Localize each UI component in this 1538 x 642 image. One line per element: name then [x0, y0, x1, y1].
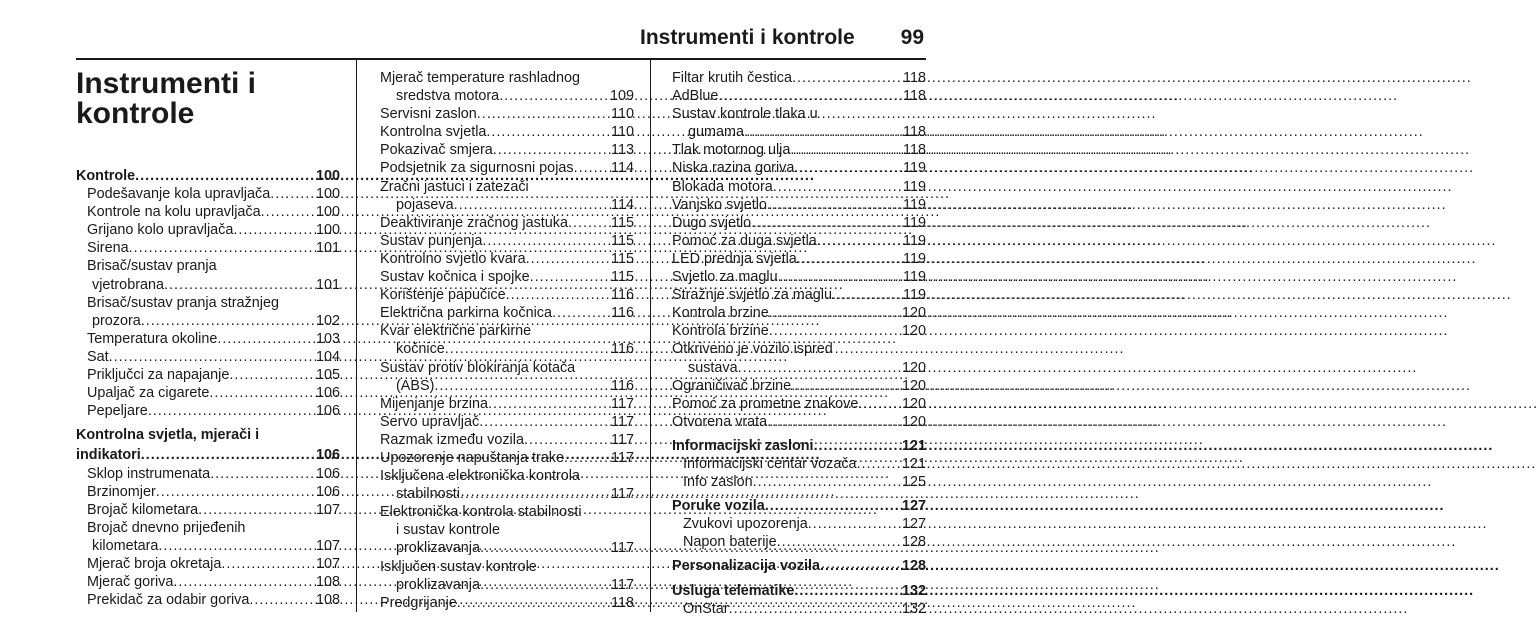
toc-entry[interactable]: [672, 455, 926, 473]
dot-leader: [457, 594, 610, 612]
toc-entry[interactable]: [76, 483, 340, 501]
toc-entry[interactable]: [672, 473, 926, 491]
toc-entry[interactable]: [76, 402, 340, 420]
toc-entry-title: Predgrijanje: [380, 594, 457, 611]
toc-entry[interactable]: [380, 196, 634, 214]
toc-entry-title: Kontrolno svjetlo kvara: [380, 250, 526, 267]
toc-entry-page: 118: [903, 70, 926, 86]
toc-entry[interactable]: [380, 232, 634, 250]
toc-entry[interactable]: [76, 465, 340, 483]
dot-leader: [480, 576, 610, 594]
toc-entry[interactable]: [672, 395, 926, 413]
dot-leader: [797, 250, 902, 268]
toc-entry-title: AdBlue: [672, 88, 719, 105]
toc-entry-page: 117: [611, 449, 634, 466]
toc-entry-title: Napon baterije: [683, 534, 777, 551]
toc-entry[interactable]: [380, 377, 634, 395]
toc-entry[interactable]: [76, 330, 340, 348]
dot-leader: [261, 203, 315, 221]
toc-entry-line[interactable]: i sustav kontrole: [396, 522, 500, 539]
toc-entry-page: 132: [901, 582, 926, 599]
toc-entry[interactable]: [672, 533, 926, 551]
toc-entry-page: 119: [903, 269, 926, 286]
toc-entry-page: 115: [611, 232, 634, 249]
toc-entry[interactable]: [672, 413, 926, 431]
dot-leader: [753, 473, 901, 491]
toc-entry-title: Kontrola brzine: [672, 305, 769, 322]
toc-entry-page: 120: [901, 395, 926, 412]
dot-leader: [141, 446, 315, 464]
toc-entry[interactable]: [672, 304, 926, 322]
dot-leader: [808, 515, 901, 533]
toc-entry[interactable]: [76, 537, 340, 555]
dot-leader: [210, 465, 315, 483]
toc-entry-title: Kontrolna svjetla: [380, 124, 487, 141]
toc-entry[interactable]: [380, 286, 634, 304]
dot-leader: [526, 250, 610, 268]
toc-section-entry[interactable]: [672, 582, 926, 600]
dot-leader: [814, 437, 901, 455]
toc-entry-title: Mjerač goriva: [87, 574, 174, 591]
toc-entry[interactable]: [672, 250, 926, 268]
toc-entry[interactable]: [672, 268, 926, 286]
toc-entry-page: 127: [901, 516, 926, 533]
toc-entry-page: 100: [315, 168, 340, 184]
toc-entry-page: 117: [611, 540, 634, 557]
toc-entry-title: prozora: [92, 312, 141, 329]
dot-leader: [493, 141, 610, 159]
toc-entry[interactable]: [672, 141, 926, 159]
toc-entry-page: 127: [901, 498, 926, 515]
toc-entry-title: Korištenje papučice: [380, 287, 506, 304]
toc-entry-page: 107: [315, 537, 340, 554]
dot-leader: [477, 105, 610, 123]
toc-entry-line[interactable]: Sustav protiv blokiranja kotača: [380, 359, 576, 376]
toc-entry[interactable]: [380, 449, 634, 467]
dot-leader: [135, 167, 315, 185]
dot-leader: [479, 413, 610, 431]
dot-leader: [794, 159, 902, 177]
toc-entry-page: 128: [901, 558, 926, 575]
toc-entry[interactable]: [672, 515, 926, 533]
toc-entry-title: Niska razina goriva: [672, 160, 795, 177]
toc-entry-page: 118: [611, 594, 634, 611]
toc-entry-title: Sat: [87, 348, 109, 365]
toc-entry-page: 115: [611, 214, 634, 231]
dot-leader: [229, 366, 315, 384]
toc-entry[interactable]: [76, 185, 340, 203]
dot-leader: [738, 359, 901, 377]
toc-entry-page: 119: [903, 160, 926, 177]
dot-leader: [480, 539, 610, 557]
toc-entry-page: 105: [315, 367, 340, 384]
toc-entry-page: 132: [901, 600, 926, 617]
toc-entry-page: 118: [903, 88, 926, 105]
toc-entry-page: 101: [315, 276, 340, 293]
toc-entry[interactable]: [76, 348, 340, 366]
toc-entry-title: Vanjsko svjetlo: [672, 196, 767, 213]
toc-entry-page: 108: [315, 574, 340, 591]
toc-entry[interactable]: [380, 214, 634, 232]
dot-leader: [482, 232, 610, 250]
toc-entry-title: Priključci za napajanje: [87, 367, 230, 384]
toc-entry-page: 116: [611, 287, 634, 304]
toc-entry-title: Brojač kilometara: [87, 501, 199, 518]
dot-leader: [217, 330, 315, 348]
dot-leader: [858, 395, 901, 413]
toc-entry-page: 117: [611, 486, 634, 503]
toc-entry-page: 103: [315, 330, 340, 347]
dot-leader: [499, 87, 609, 105]
toc-entry[interactable]: [380, 431, 634, 449]
toc-entry-title: gumama: [688, 124, 744, 141]
dot-leader: [744, 123, 902, 141]
toc-entry[interactable]: [672, 123, 926, 141]
toc-entry-page: 119: [903, 196, 926, 213]
toc-entry-title: Mjerač broja okretaja: [87, 555, 222, 572]
toc-entry-title: Stražnje svjetlo za maglu: [672, 287, 832, 304]
dot-leader: [270, 185, 315, 203]
toc-entry-page: 120: [901, 323, 926, 340]
dot-leader: [857, 455, 901, 473]
toc-entry[interactable]: [76, 312, 340, 330]
dot-leader: [445, 340, 610, 358]
toc-entry-page: 106: [315, 465, 340, 482]
toc-entry-page: 119: [903, 214, 926, 231]
toc-entry-title: proklizavanja: [396, 540, 480, 557]
toc-entry-page: 121: [901, 437, 926, 454]
dot-leader: [506, 286, 610, 304]
toc-entry-title: Servisni zaslon: [380, 106, 477, 123]
toc-entry[interactable]: [76, 384, 340, 402]
dot-leader: [751, 214, 902, 232]
toc-entry-page: 118: [903, 142, 926, 159]
toc-entry[interactable]: [76, 221, 340, 239]
dot-leader: [141, 312, 315, 330]
toc-entry[interactable]: [380, 250, 634, 268]
dot-leader: [198, 501, 315, 519]
dot-leader: [791, 377, 901, 395]
dot-leader: [109, 348, 315, 366]
toc-entry-page: 121: [901, 455, 926, 472]
toc-entry-title: Otvorena vrata: [672, 413, 768, 430]
toc-entry-page: 119: [903, 178, 926, 195]
toc-entry-title: Informacijski centar vozača: [683, 455, 857, 472]
toc-entry[interactable]: [380, 576, 634, 594]
toc-entry-title: Brzinomjer: [87, 483, 156, 500]
toc-entry[interactable]: [672, 87, 926, 105]
toc-entry-page: 117: [611, 431, 634, 448]
toc-entry-title: (ABS): [396, 377, 435, 394]
toc-entry-title: stabilnosti: [396, 486, 460, 503]
toc-entry-page: 106: [315, 403, 340, 420]
toc-entry[interactable]: [380, 395, 634, 413]
toc-entry-title: Deaktiviranje zračnog jastuka: [380, 214, 568, 231]
dot-leader: [564, 449, 610, 467]
toc-entry[interactable]: [672, 214, 926, 232]
dot-leader: [221, 555, 315, 573]
toc-entry-title: pojaseva: [396, 196, 454, 213]
dot-leader: [209, 384, 315, 402]
toc-entry-title: proklizavanja: [396, 576, 480, 593]
toc-column-2: [380, 60, 634, 612]
toc-entry-line[interactable]: Brisač/sustav pranja: [87, 258, 217, 275]
toc-entry-page: 119: [903, 232, 926, 249]
toc-entry-page: 101: [315, 240, 340, 257]
toc-entry-page: 104: [315, 348, 340, 365]
chapter-title-line: kontrole: [76, 97, 195, 130]
toc-entry-page: 117: [611, 413, 634, 430]
dot-leader: [488, 395, 610, 413]
dot-leader: [778, 268, 902, 286]
dot-leader: [792, 69, 902, 87]
dot-leader: [486, 123, 610, 141]
toc-column-1: [76, 60, 340, 609]
toc-section-entry[interactable]: [672, 557, 926, 575]
toc-entry[interactable]: [76, 239, 340, 257]
dot-leader: [769, 304, 901, 322]
toc-entry[interactable]: [672, 286, 926, 304]
toc-entry[interactable]: [672, 359, 926, 377]
toc-entry-title: Kontrole: [76, 168, 136, 184]
toc-entry[interactable]: [672, 377, 926, 395]
dot-leader: [817, 232, 902, 250]
dot-leader: [767, 413, 901, 431]
dot-leader: [434, 377, 610, 395]
toc-entry[interactable]: [380, 594, 634, 612]
dot-leader: [773, 178, 902, 196]
toc-entry-title: Personalizacija vozila: [672, 558, 820, 575]
toc-entry-title: Prekidač za odabir goriva: [87, 592, 250, 609]
toc-entry-page: 120: [901, 305, 926, 322]
dot-leader: [790, 141, 902, 159]
toc-entry-page: 115: [611, 269, 634, 286]
toc-entry-title: Pepeljare: [87, 403, 148, 420]
toc-entry-title: Info zaslon: [683, 474, 753, 491]
toc-entry[interactable]: [380, 485, 634, 503]
toc-entry-page: 106: [315, 447, 340, 464]
toc-entry[interactable]: [672, 322, 926, 340]
toc-entry-title: kilometara: [92, 537, 159, 554]
toc-entry[interactable]: [76, 591, 340, 609]
toc-entry-page: 120: [901, 377, 926, 394]
toc-entry-title: Pomoć za duga svjetla: [672, 232, 817, 249]
toc-entry-title: Dugo svjetlo: [672, 214, 752, 231]
toc-entry[interactable]: [672, 69, 926, 87]
toc-section-entry[interactable]: [672, 437, 926, 455]
toc-entry-title: Mijenjanje brzina: [380, 395, 488, 412]
toc-entry-title: Razmak između vozila: [380, 431, 524, 448]
toc-entry-page: 114: [611, 160, 634, 177]
dot-leader: [777, 533, 901, 551]
toc-column-3: [672, 60, 926, 618]
dot-leader: [769, 322, 901, 340]
toc-entry-page: 116: [611, 341, 634, 358]
toc-entry-title: sredstva motora: [396, 88, 500, 105]
toc-entry-page: 120: [901, 413, 926, 430]
toc-entry-title: Sustav kočnica i spojke: [380, 269, 530, 286]
toc-entry-page: 109: [609, 88, 634, 105]
toc-entry-title: Blokada motora: [672, 178, 773, 195]
toc-entry-page: 106: [315, 483, 340, 500]
toc-entry-page: 106: [315, 385, 340, 402]
toc-section-entry[interactable]: [76, 167, 340, 185]
toc-entry-page: 107: [315, 501, 340, 518]
toc-entry-line[interactable]: Isključena elektronička kontrola: [380, 468, 580, 485]
toc-entry-title: kočnice: [396, 341, 445, 358]
toc-entry[interactable]: [672, 178, 926, 196]
dot-leader: [568, 214, 610, 232]
toc-entry-title: Temperatura okoline: [87, 330, 218, 347]
toc-entry-line[interactable]: Kvar električne parkirne: [380, 323, 532, 340]
toc-entry-title: Kontrole na kolu upravljača: [87, 204, 261, 221]
toc-entry[interactable]: [380, 340, 634, 358]
toc-entry[interactable]: [76, 366, 340, 384]
toc-entry-page: 119: [903, 287, 926, 304]
toc-entry-page: 102: [315, 312, 340, 329]
toc-entry-page: 108: [315, 592, 340, 609]
dot-leader: [729, 600, 901, 618]
dot-leader: [718, 87, 902, 105]
page-number: 99: [900, 26, 924, 49]
toc-entry-page: 100: [315, 222, 340, 239]
toc-entry-page: 115: [611, 250, 634, 267]
toc-entry-page: 110: [611, 106, 634, 123]
toc-entry[interactable]: [672, 196, 926, 214]
toc-entry[interactable]: [76, 203, 340, 221]
toc-entry-page: 116: [611, 305, 634, 322]
toc-entry-title: vjetrobrana: [92, 276, 164, 293]
toc-entry-page: 117: [611, 395, 634, 412]
dot-leader: [530, 268, 610, 286]
toc-entry[interactable]: [380, 304, 634, 322]
toc-entry-title: Upaljač za cigarete: [87, 385, 210, 402]
toc-entry-line[interactable]: Isključen sustav kontrole: [380, 558, 537, 575]
dot-leader: [832, 286, 902, 304]
toc-entry[interactable]: [672, 600, 926, 618]
toc-entry-title: Sklop instrumenata: [87, 465, 211, 482]
toc-entry-page: 100: [315, 204, 340, 221]
dot-leader: [794, 582, 901, 600]
dot-leader: [820, 557, 901, 575]
toc-entry-title: Podsjetnik za sigurnosni pojas: [380, 160, 574, 177]
toc-entry-page: 110: [611, 124, 634, 141]
dot-leader: [156, 483, 315, 501]
toc-entry[interactable]: [380, 268, 634, 286]
toc-entry-line[interactable]: Otkriveno je vozilo ispred: [672, 341, 833, 358]
toc-section-entry[interactable]: [672, 497, 926, 515]
dot-leader: [173, 573, 315, 591]
dot-leader: [454, 196, 610, 214]
toc-entry[interactable]: [380, 105, 634, 123]
toc-entry-page: 120: [901, 359, 926, 376]
toc-entry-page: 116: [611, 377, 634, 394]
toc-entry-title: indikatori: [76, 447, 141, 464]
toc-entry[interactable]: [380, 87, 634, 105]
toc-entry-title: Servo upravljač: [380, 413, 480, 430]
toc-entry-page: 117: [611, 576, 634, 593]
toc-entry-page: 118: [903, 124, 926, 141]
toc-entry[interactable]: [672, 159, 926, 177]
toc-entry-line[interactable]: Brojač dnevno prijeđenih: [87, 519, 246, 536]
toc-entry-line[interactable]: Elektronička kontrola stabilnosti: [380, 504, 582, 521]
toc-entry[interactable]: [76, 573, 340, 591]
toc-entry-title: Sustav punjenja: [380, 232, 483, 249]
toc-entry-title: Tlak motornog ulja: [672, 142, 791, 159]
toc-entry[interactable]: [76, 555, 340, 573]
toc-entry-title: Filtar krutih čestica: [672, 70, 792, 86]
dot-leader: [524, 431, 610, 449]
toc-entry[interactable]: [380, 141, 634, 159]
toc-entry-title: Svjetlo za maglu: [672, 269, 778, 286]
toc-entry[interactable]: [380, 159, 634, 177]
chapter-title-line: Instrumenti i: [76, 67, 257, 100]
toc-entry-page: 119: [903, 250, 926, 267]
toc-entry-title: Kontrola brzine: [672, 323, 769, 340]
toc-entry-title: Usluga telematike: [672, 582, 795, 599]
dot-leader: [460, 485, 610, 503]
chapter-title: [76, 69, 340, 129]
toc-entry-title: Električna parkirna kočnica: [380, 305, 552, 322]
toc-entry-title: Zvukovi upozorenja: [683, 516, 808, 533]
dot-leader: [233, 221, 315, 239]
toc-entry[interactable]: [672, 232, 926, 250]
toc-entry[interactable]: [380, 539, 634, 557]
dot-leader: [249, 591, 315, 609]
dot-leader: [552, 304, 610, 322]
toc-entry[interactable]: [380, 123, 634, 141]
toc-entry-title: Podešavanje kola upravljača: [87, 186, 271, 203]
toc-entry-line[interactable]: Mjerač temperature rashladnog: [380, 70, 580, 86]
toc-entry-page: 107: [315, 555, 340, 572]
toc-entry-title: Sirena: [87, 240, 129, 257]
running-header-title: Instrumenti i kontrole: [640, 26, 855, 49]
dot-leader: [164, 276, 315, 294]
toc-entry-title: Poruke vozila: [672, 498, 765, 515]
dot-leader: [767, 196, 902, 214]
dot-leader: [574, 159, 610, 177]
toc-entry-line[interactable]: Sustav kontrole tlaka u: [672, 106, 818, 123]
toc-section-line[interactable]: Kontrolna svjetla, mjerači i: [76, 427, 260, 444]
toc-entry-title: OnStar: [683, 600, 729, 617]
toc-entry-title: LED prednja svjetla: [672, 250, 797, 267]
dot-leader: [129, 239, 315, 257]
toc-entry[interactable]: [380, 413, 634, 431]
toc-entry-title: Informacijski zasloni: [672, 437, 814, 454]
toc-entry-title: Upozorenje napuštanja trake: [380, 449, 565, 466]
toc-entry-page: 113: [611, 142, 634, 159]
toc-entry-page: 128: [901, 534, 926, 551]
toc-entry[interactable]: [76, 276, 340, 294]
toc-entry-page: 100: [315, 186, 340, 203]
toc-section-entry[interactable]: [76, 446, 340, 464]
dot-leader: [148, 402, 315, 420]
toc-entry-line[interactable]: Zračni jastuci i zatezači: [380, 178, 529, 195]
toc-entry-title: Pokazivač smjera: [380, 142, 493, 159]
dot-leader: [158, 537, 315, 555]
dot-leader: [765, 497, 901, 515]
toc-entry-page: 114: [611, 196, 634, 213]
toc-entry-title: sustava: [688, 359, 738, 376]
toc-entry-title: Grijano kolo upravljača: [87, 222, 234, 239]
toc-entry-line[interactable]: Brisač/sustav pranja stražnjeg: [87, 294, 279, 311]
toc-entry[interactable]: [76, 501, 340, 519]
toc-entry-page: 125: [901, 474, 926, 491]
toc-entry-title: Ograničivač brzine: [672, 377, 792, 394]
toc-entry-title: Pomoć za prometne znakove: [672, 395, 859, 412]
